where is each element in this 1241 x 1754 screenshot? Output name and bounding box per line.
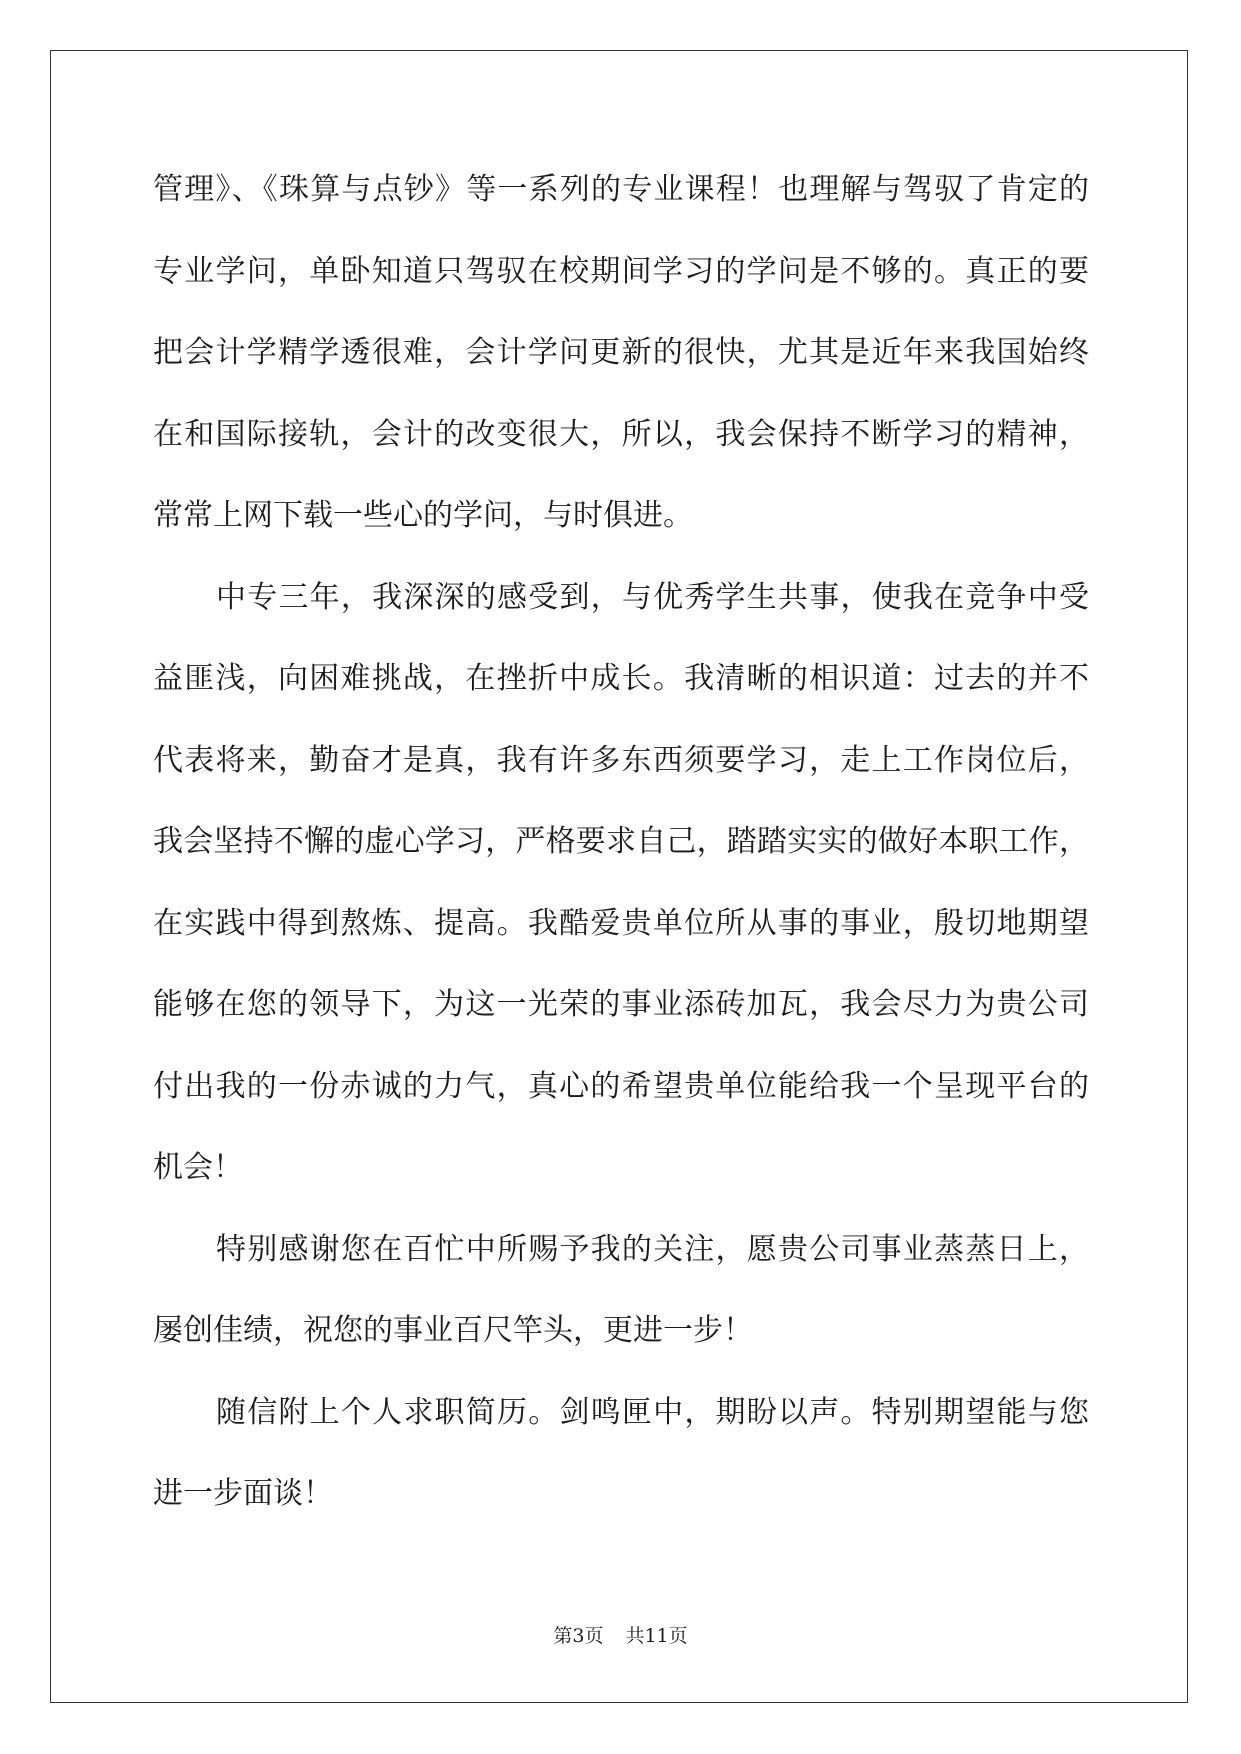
text-line: 屡创佳绩，祝您的事业百尺竿头，更进一步！	[153, 1313, 753, 1348]
text-line: 专业学问，单卧知道只驾驭在校期间学习的学问是不够的。真正的要	[153, 253, 1089, 289]
page-footer	[0, 1622, 1241, 1650]
text-line: 管理》、《珠算与点钞》等一系列的专业课程！也理解与驾驭了肯定的	[153, 172, 1089, 207]
page-number: 第3页	[553, 1625, 604, 1647]
text-line: 益匪浅，向困难挑战，在挫折中成长。我清晰的相识道：过去的并不	[153, 661, 1089, 696]
text-line: 在实践中得到熬炼、提高。我酷爱贵单位所从事的事业，殷切地期望	[153, 905, 1089, 941]
text-line: 常常上网下载一些心的学问，与时俱进。	[153, 498, 693, 533]
text-line: 付出我的一份赤诚的力气，真心的希望贵单位能给我一个呈现平台的	[153, 1068, 1089, 1104]
paragraph-first-line: 特别感谢您在百忙中所赐予我的关注，愿贵公司事业蒸蒸日上，	[216, 1231, 1089, 1267]
text-line: 我会坚持不懈的虚心学习，严格要求自己，踏踏实实的做好本职工作，	[153, 824, 1089, 859]
text-line: 在和国际接轨，会计的改变很大，所以，我会保持不断学习的精神，	[153, 416, 1089, 452]
text-line: 代表将来，勤奋才是真，我有许多东西须要学习，走上工作岗位后，	[153, 742, 1089, 778]
paragraph-first-line: 中专三年，我深深的感受到，与优秀学生共事，使我在竞争中受	[216, 579, 1089, 615]
text-line: 进一步面谈！	[153, 1476, 333, 1511]
text-line: 能够在您的领导下，为这一光荣的事业添砖加瓦，我会尽力为贵公司	[153, 987, 1089, 1022]
page-total: 共11页	[625, 1625, 688, 1647]
letter-body	[153, 149, 1093, 1535]
paragraph-first-line: 随信附上个人求职简历。剑鸣匣中，期盼以声。特别期望能与您	[216, 1394, 1089, 1430]
text-line: 把会计学精学透很难，会计学问更新的很快，尤其是近年来我国始终	[153, 335, 1089, 370]
text-line: 机会！	[153, 1150, 243, 1185]
